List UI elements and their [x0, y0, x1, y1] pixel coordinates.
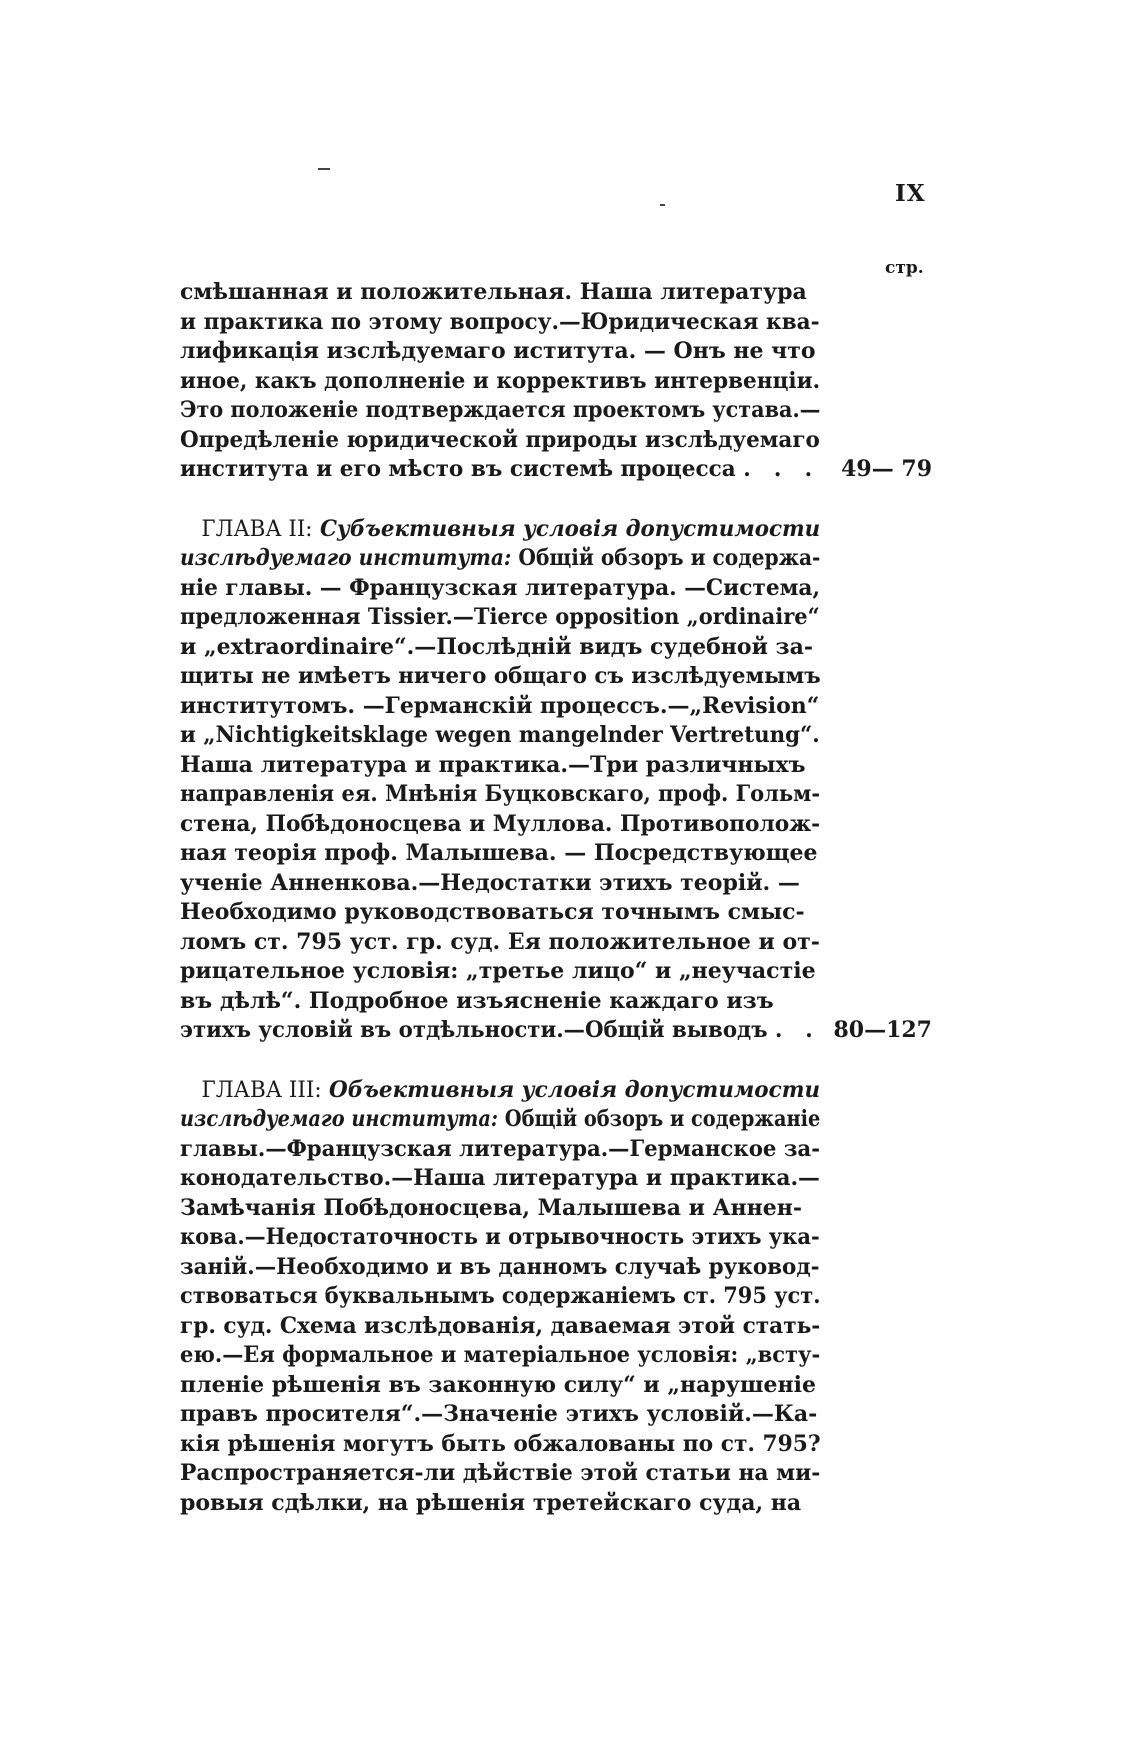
toc-line: рицательное условія: „третье лицо“ и „неучастіе	[180, 958, 816, 984]
chapter-heading-line	[180, 515, 821, 545]
toc-line-last	[180, 455, 820, 485]
toc-line: ею.—Ея формальное и матеріальное условія: „всту-	[180, 1342, 821, 1368]
toc-line: институтомъ. —Германскій процессъ.—„Revision“	[180, 692, 820, 719]
toc-line: лификація изслѣдуемаго иститута. — Онъ не что	[180, 338, 816, 364]
toc-line-last	[180, 1016, 821, 1046]
toc-line: правъ просителя“.—Значеніе этихъ условій.—Ка-	[180, 1401, 818, 1427]
toc-line: щиты не имѣетъ ничего общаго съ изслѣдуемымъ	[180, 663, 821, 689]
toc-line: ная теорія проф. Малышева. — Посредствующее	[180, 840, 818, 866]
table-of-contents	[180, 278, 932, 1548]
page-range: 49— 79	[841, 456, 932, 482]
chapter-subtitle-line	[180, 1105, 821, 1135]
chapter-title-continued: изслѣдуемаго института:	[180, 545, 512, 571]
chapter-title: Объективныя условія допустимости	[329, 1076, 821, 1103]
toc-line: Замѣчанія Побѣдоносцева, Малышева и Аннен-	[180, 1194, 802, 1221]
toc-line: иное, какъ дополненіе и коррективъ интервенціи.	[180, 367, 821, 394]
page-column-label: стр.	[885, 258, 924, 278]
toc-line: стена, Побѣдоносцева и Муллова. Противополож-	[180, 810, 821, 837]
toc-line: Необходимо руководствоваться точнымъ смыс-	[180, 899, 805, 925]
toc-line-text: института и его мѣсто въ системѣ процесса	[180, 456, 736, 482]
toc-line: Наша литература и практика.—Три различныхъ	[180, 751, 806, 778]
toc-line: Опредѣленіе юридической природы изслѣдуемаго	[180, 426, 820, 453]
toc-line: и практика по этому вопросу.—Юридическая ква-	[180, 308, 820, 335]
toc-line: конодательство.—Наша литература и практика.—	[180, 1165, 820, 1191]
toc-line: Это положеніе подтверждается проектомъ устава.—	[180, 397, 821, 423]
toc-line: въ дѣлѣ“. Подробное изъясненіе каждаго изъ	[180, 987, 774, 1014]
chapter-label: ГЛАВА III:	[201, 1077, 322, 1103]
toc-line: ніе главы. — Французская литература. —Система,	[180, 574, 821, 601]
toc-line-text: Общій обзоръ и содержа-	[518, 545, 821, 571]
toc-line: и „extraordinaire“.—Послѣдній видъ судебной за-	[180, 633, 813, 660]
toc-line: ломъ ст. 795 уст. гр. суд. Ея положительное и от-	[180, 928, 820, 955]
toc-line: ствоваться буквальнымъ содержаніемъ ст. 795 уст.	[180, 1283, 821, 1309]
chapter-label: ГЛАВА II:	[201, 516, 313, 542]
toc-line: смѣшанная и положительная. Наша литература	[180, 279, 807, 305]
toc-line: ровыя сдѣлки, на рѣшенія третейскаго суда, на	[180, 1489, 802, 1516]
toc-line: и „Nichtigkeitsklage wegen mangelnder Vertretung“.	[180, 722, 820, 748]
chapter-subtitle-line	[180, 544, 821, 574]
toc-line: кія рѣшенія могутъ быть обжалованы по ст. 795?	[180, 1430, 821, 1457]
print-speck	[660, 204, 665, 206]
toc-line: заній.—Необходимо и въ данномъ случаѣ руковод-	[180, 1253, 820, 1280]
toc-line: ученіе Анненкова.—Недостатки этихъ теорій. —	[180, 869, 800, 896]
toc-line: предложенная Tissier.—Tierce opposition „ordinaire“	[180, 604, 820, 630]
toc-entry-chapter-1-continuation	[180, 278, 932, 485]
page-range: 80—127	[833, 1017, 932, 1043]
toc-line: кова.—Недостаточность и отрывочность этихъ ука-	[180, 1224, 820, 1250]
toc-line-text: Общій обзоръ и содержаніе	[504, 1106, 821, 1132]
toc-entry-chapter-3	[180, 1076, 820, 1519]
chapter-title: Субъективныя условія допустимости	[319, 515, 821, 542]
page-number: IX	[895, 180, 926, 207]
dot-leaders: . . .	[743, 456, 820, 482]
toc-line: гр. суд. Схема изслѣдованія, даваемая этой стать-	[180, 1312, 821, 1339]
dot-leaders: . .	[774, 1017, 821, 1043]
toc-line-text: этихъ условій въ отдѣльности.—Общій выводъ	[180, 1017, 768, 1043]
print-speck	[318, 168, 330, 170]
toc-line: Распространяется-ли дѣйствіе этой статьи на ми-	[180, 1460, 821, 1486]
toc-line: пленіе рѣшенія въ законную силу“ и „нарушеніе	[180, 1371, 816, 1398]
chapter-title-continued: изслѣдуемаго института:	[180, 1106, 498, 1132]
chapter-heading-line	[180, 1076, 821, 1106]
toc-entry-chapter-2	[180, 515, 932, 1046]
toc-line: направленія ея. Мнѣнія Буцковскаго, проф. Гольм-	[180, 781, 821, 807]
toc-line: главы.—Французская литература.—Германское за-	[180, 1135, 821, 1162]
